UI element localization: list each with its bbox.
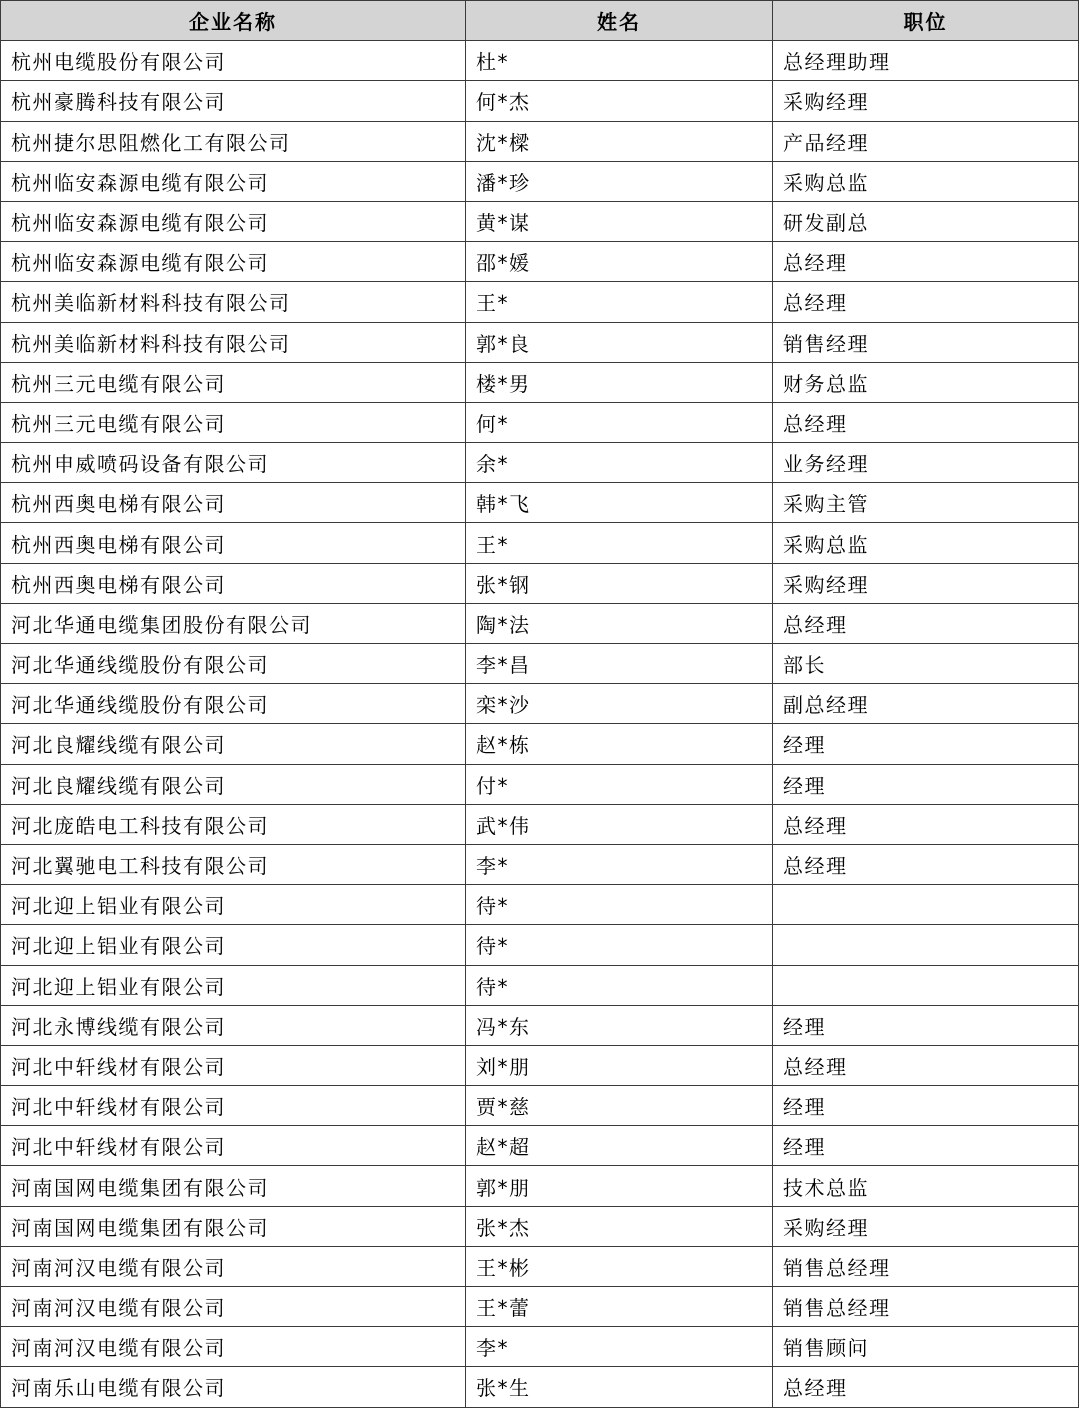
- company-cell: 河南国网电缆集团有限公司: [1, 1206, 466, 1246]
- name-cell: 待*: [466, 965, 773, 1005]
- name-cell: 贾*慈: [466, 1086, 773, 1126]
- company-cell: 河北华通电缆集团股份有限公司: [1, 603, 466, 643]
- name-cell: 冯*东: [466, 1005, 773, 1045]
- position-cell: 总经理: [773, 282, 1079, 322]
- table-row: [1, 1005, 1079, 1045]
- company-cell: 杭州美临新材料科技有限公司: [1, 322, 466, 362]
- position-cell: 研发副总: [773, 201, 1079, 241]
- table-row: [1, 483, 1079, 523]
- header-position: 职位: [773, 1, 1079, 41]
- name-cell: 潘*珍: [466, 161, 773, 201]
- name-cell: 黄*谋: [466, 201, 773, 241]
- position-cell: 销售总经理: [773, 1287, 1079, 1327]
- table-row: [1, 965, 1079, 1005]
- position-cell: 总经理: [773, 844, 1079, 884]
- name-cell: 何*: [466, 402, 773, 442]
- name-cell: 待*: [466, 885, 773, 925]
- company-cell: 河北庞皓电工科技有限公司: [1, 804, 466, 844]
- table-row: [1, 523, 1079, 563]
- header-row: [1, 1, 1079, 41]
- position-cell: 总经理: [773, 1367, 1079, 1407]
- name-cell: 王*蕾: [466, 1287, 773, 1327]
- company-cell: 河北中轩线材有限公司: [1, 1126, 466, 1166]
- company-cell: 河南河汉电缆有限公司: [1, 1287, 466, 1327]
- table-row: [1, 563, 1079, 603]
- company-cell: 河北华通线缆股份有限公司: [1, 684, 466, 724]
- table-row: [1, 804, 1079, 844]
- table-row: [1, 885, 1079, 925]
- company-cell: 杭州西奥电梯有限公司: [1, 563, 466, 603]
- table-row: [1, 1327, 1079, 1367]
- position-cell: 采购经理: [773, 563, 1079, 603]
- position-cell: 财务总监: [773, 362, 1079, 402]
- company-cell: 河南国网电缆集团有限公司: [1, 1166, 466, 1206]
- name-cell: 刘*朋: [466, 1045, 773, 1085]
- position-cell: [773, 925, 1079, 965]
- table-row: [1, 1206, 1079, 1246]
- name-cell: 赵*栋: [466, 724, 773, 764]
- position-cell: 采购经理: [773, 1206, 1079, 1246]
- company-cell: 河南河汉电缆有限公司: [1, 1246, 466, 1286]
- name-cell: 楼*男: [466, 362, 773, 402]
- company-cell: 杭州临安森源电缆有限公司: [1, 201, 466, 241]
- table-row: [1, 81, 1079, 121]
- table-row: [1, 1045, 1079, 1085]
- position-cell: 销售总经理: [773, 1246, 1079, 1286]
- table-row: [1, 1287, 1079, 1327]
- table-row: [1, 201, 1079, 241]
- company-cell: 杭州捷尔思阻燃化工有限公司: [1, 121, 466, 161]
- position-cell: 采购经理: [773, 81, 1079, 121]
- table-row: [1, 603, 1079, 643]
- name-cell: 陶*法: [466, 603, 773, 643]
- table-row: [1, 644, 1079, 684]
- company-cell: 河南河汉电缆有限公司: [1, 1327, 466, 1367]
- name-cell: 王*: [466, 282, 773, 322]
- table-row: [1, 1166, 1079, 1206]
- name-cell: 张*生: [466, 1367, 773, 1407]
- company-cell: 杭州美临新材料科技有限公司: [1, 282, 466, 322]
- name-cell: 沈*樑: [466, 121, 773, 161]
- name-cell: 杜*: [466, 41, 773, 81]
- position-cell: [773, 885, 1079, 925]
- position-cell: 经理: [773, 764, 1079, 804]
- name-cell: 李*: [466, 1327, 773, 1367]
- header-company: 企业名称: [1, 1, 466, 41]
- table-row: [1, 242, 1079, 282]
- company-cell: 河北中轩线材有限公司: [1, 1045, 466, 1085]
- position-cell: 经理: [773, 1086, 1079, 1126]
- position-cell: 总经理助理: [773, 41, 1079, 81]
- table-row: [1, 684, 1079, 724]
- table-row: [1, 322, 1079, 362]
- name-cell: 王*彬: [466, 1246, 773, 1286]
- name-cell: 李*昌: [466, 644, 773, 684]
- position-cell: 产品经理: [773, 121, 1079, 161]
- position-cell: [773, 965, 1079, 1005]
- name-cell: 付*: [466, 764, 773, 804]
- name-cell: 赵*超: [466, 1126, 773, 1166]
- company-cell: 河北迎上铝业有限公司: [1, 925, 466, 965]
- header-name: 姓名: [466, 1, 773, 41]
- company-cell: 杭州临安森源电缆有限公司: [1, 161, 466, 201]
- position-cell: 经理: [773, 724, 1079, 764]
- company-cell: 河北中轩线材有限公司: [1, 1086, 466, 1126]
- name-cell: 余*: [466, 443, 773, 483]
- company-cell: 河北良耀线缆有限公司: [1, 724, 466, 764]
- name-cell: 王*: [466, 523, 773, 563]
- position-cell: 采购总监: [773, 161, 1079, 201]
- table-row: [1, 1367, 1079, 1407]
- name-cell: 待*: [466, 925, 773, 965]
- position-cell: 采购总监: [773, 523, 1079, 563]
- company-cell: 河南乐山电缆有限公司: [1, 1367, 466, 1407]
- position-cell: 采购主管: [773, 483, 1079, 523]
- position-cell: 部长: [773, 644, 1079, 684]
- company-cell: 河北迎上铝业有限公司: [1, 885, 466, 925]
- table-row: [1, 161, 1079, 201]
- position-cell: 销售经理: [773, 322, 1079, 362]
- name-cell: 栾*沙: [466, 684, 773, 724]
- position-cell: 副总经理: [773, 684, 1079, 724]
- table-row: [1, 1246, 1079, 1286]
- position-cell: 总经理: [773, 402, 1079, 442]
- company-cell: 杭州电缆股份有限公司: [1, 41, 466, 81]
- company-cell: 河北迎上铝业有限公司: [1, 965, 466, 1005]
- company-cell: 杭州西奥电梯有限公司: [1, 483, 466, 523]
- position-cell: 总经理: [773, 804, 1079, 844]
- position-cell: 经理: [773, 1005, 1079, 1045]
- name-cell: 李*: [466, 844, 773, 884]
- table-row: [1, 282, 1079, 322]
- position-cell: 总经理: [773, 242, 1079, 282]
- name-cell: 韩*飞: [466, 483, 773, 523]
- company-cell: 杭州临安森源电缆有限公司: [1, 242, 466, 282]
- name-cell: 张*钢: [466, 563, 773, 603]
- position-cell: 经理: [773, 1126, 1079, 1166]
- table-row: [1, 764, 1079, 804]
- position-cell: 销售顾问: [773, 1327, 1079, 1367]
- table-row: [1, 362, 1079, 402]
- table-row: [1, 443, 1079, 483]
- name-cell: 张*杰: [466, 1206, 773, 1246]
- name-cell: 邵*媛: [466, 242, 773, 282]
- company-cell: 杭州申威喷码设备有限公司: [1, 443, 466, 483]
- company-cell: 河北良耀线缆有限公司: [1, 764, 466, 804]
- table-row: [1, 121, 1079, 161]
- table-row: [1, 724, 1079, 764]
- company-cell: 河北华通线缆股份有限公司: [1, 644, 466, 684]
- name-cell: 郭*朋: [466, 1166, 773, 1206]
- table-row: [1, 1086, 1079, 1126]
- position-cell: 总经理: [773, 603, 1079, 643]
- table-row: [1, 1126, 1079, 1166]
- company-cell: 杭州三元电缆有限公司: [1, 402, 466, 442]
- company-cell: 杭州三元电缆有限公司: [1, 362, 466, 402]
- name-cell: 郭*良: [466, 322, 773, 362]
- position-cell: 总经理: [773, 1045, 1079, 1085]
- table-row: [1, 925, 1079, 965]
- company-cell: 河北翼驰电工科技有限公司: [1, 844, 466, 884]
- company-cell: 河北永博线缆有限公司: [1, 1005, 466, 1045]
- table-row: [1, 402, 1079, 442]
- position-cell: 业务经理: [773, 443, 1079, 483]
- name-cell: 武*伟: [466, 804, 773, 844]
- table-row: [1, 41, 1079, 81]
- company-cell: 杭州豪腾科技有限公司: [1, 81, 466, 121]
- position-cell: 技术总监: [773, 1166, 1079, 1206]
- company-cell: 杭州西奥电梯有限公司: [1, 523, 466, 563]
- table-row: [1, 844, 1079, 884]
- name-cell: 何*杰: [466, 81, 773, 121]
